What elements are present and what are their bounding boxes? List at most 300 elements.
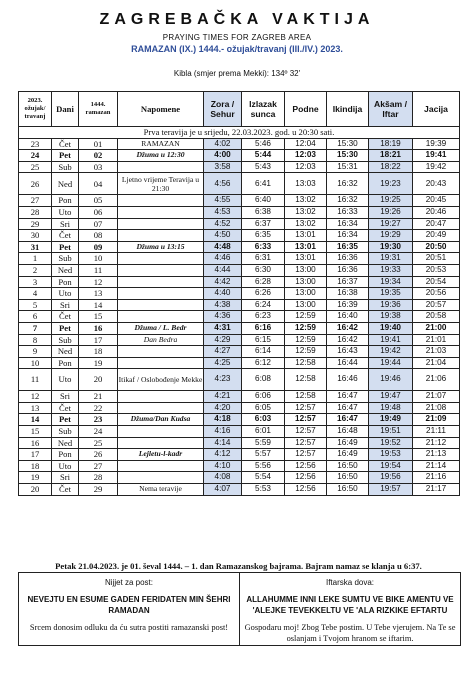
nijjet-dua: NEVEJTU EN ESUME GADEN FERIDATEN MIN ŠEHRI RAMADAN — [27, 595, 231, 615]
cell-podne: 13:00 — [285, 288, 327, 300]
cell-ikindija: 16:32 — [327, 195, 369, 207]
cell-hijri: 11 — [79, 264, 118, 276]
cell-podne: 12:58 — [285, 357, 327, 369]
cell-izlazak: 6:03 — [242, 414, 285, 426]
iftar-translation: Gospodaru moj! Zbog Tebe postim. U Tebe vjerujem. Na Te se oslanjam i Tvojom hranom se iftarim. — [244, 623, 456, 643]
cell-zora: 4:38 — [204, 299, 242, 311]
nijjet-title: Nijjet za post: — [104, 578, 154, 587]
cell-izlazak: 5:43 — [242, 161, 285, 173]
cell-ikindija: 16:48 — [327, 426, 369, 438]
page-subtitle: PRAYING TIMES FOR ZAGREB AREA — [162, 33, 312, 42]
table-row — [19, 357, 460, 369]
cell-ikindija: 16:47 — [327, 414, 369, 426]
cell-date: 15 — [19, 426, 52, 438]
cell-date: 20 — [19, 484, 52, 496]
cell-day: Čet — [52, 402, 79, 414]
cell-aksam: 19:53 — [369, 449, 413, 461]
table-row — [19, 311, 460, 323]
page-title: ZAGREBAČKA VAKTIJA — [99, 11, 375, 28]
cell-date: 4 — [19, 288, 52, 300]
cell-jacija: 20:54 — [413, 276, 460, 288]
cell-izlazak: 6:01 — [242, 426, 285, 438]
cell-day: Sri — [52, 472, 79, 484]
cell-date: 17 — [19, 449, 52, 461]
cell-note — [118, 206, 204, 218]
col-izlazak: Izlazak sunca — [242, 92, 285, 127]
cell-jacija: 21:09 — [413, 414, 460, 426]
table-row — [19, 449, 460, 461]
col-day: Dani — [52, 92, 79, 127]
cell-day: Sri — [52, 218, 79, 230]
cell-izlazak: 6:24 — [242, 299, 285, 311]
cell-aksam: 19:40 — [369, 322, 413, 334]
cell-day: Ned — [52, 437, 79, 449]
cell-aksam: 19:27 — [369, 218, 413, 230]
cell-aksam: 19:49 — [369, 414, 413, 426]
col-ikindija: Ikindija — [327, 92, 369, 127]
table-row — [19, 150, 460, 162]
cell-zora: 4:21 — [204, 391, 242, 403]
cell-note — [118, 426, 204, 438]
cell-day: Sri — [52, 299, 79, 311]
cell-hijri: 19 — [79, 357, 118, 369]
cell-zora: 3:58 — [204, 161, 242, 173]
cell-aksam: 19:56 — [369, 472, 413, 484]
cell-note — [118, 472, 204, 484]
cell-aksam: 19:41 — [369, 334, 413, 346]
cell-hijri: 22 — [79, 402, 118, 414]
prayer-times-table — [18, 91, 460, 496]
cell-date: 31 — [19, 241, 52, 253]
table-row — [19, 299, 460, 311]
cell-ikindija: 15:30 — [327, 138, 369, 150]
cell-podne: 12:04 — [285, 138, 327, 150]
nijjet-translation: Srcem donosim odluku da ću sutra postiti ramazanski post! — [29, 623, 229, 632]
cell-aksam: 19:23 — [369, 173, 413, 195]
cell-aksam: 19:44 — [369, 357, 413, 369]
cell-podne: 13:02 — [285, 195, 327, 207]
cell-ikindija: 16:50 — [327, 472, 369, 484]
cell-ikindija: 15:30 — [327, 150, 369, 162]
cell-zora: 4:48 — [204, 241, 242, 253]
cell-aksam: 19:31 — [369, 253, 413, 265]
cell-ikindija: 16:40 — [327, 311, 369, 323]
cell-hijri: 27 — [79, 460, 118, 472]
cell-day: Uto — [52, 288, 79, 300]
cell-note — [118, 402, 204, 414]
cell-jacija: 21:12 — [413, 437, 460, 449]
cell-jacija: 21:04 — [413, 357, 460, 369]
cell-ikindija: 16:44 — [327, 357, 369, 369]
cell-jacija: 20:50 — [413, 241, 460, 253]
cell-jacija: 21:16 — [413, 472, 460, 484]
iftar-dua: ALLAHUMME INNI LEKE SUMTU VE BIKE AMENTU VE 'ALEJKE TEVEKKELTU VE 'ALA RIZKIKE EFTARTU — [246, 595, 454, 615]
cell-ikindija: 16:42 — [327, 322, 369, 334]
dua-boxes — [18, 572, 461, 646]
table-row — [19, 414, 460, 426]
cell-podne: 12:57 — [285, 414, 327, 426]
cell-note: Džuma u 13:15 — [118, 241, 204, 253]
table-row — [19, 460, 460, 472]
cell-date: 8 — [19, 334, 52, 346]
cell-zora: 4:53 — [204, 206, 242, 218]
cell-zora: 4:42 — [204, 276, 242, 288]
cell-hijri: 17 — [79, 334, 118, 346]
cell-aksam: 19:46 — [369, 369, 413, 391]
cell-podne: 12:57 — [285, 426, 327, 438]
cell-ikindija: 16:46 — [327, 369, 369, 391]
cell-aksam: 19:35 — [369, 288, 413, 300]
cell-date: 10 — [19, 357, 52, 369]
cell-ikindija: 16:39 — [327, 299, 369, 311]
table-row — [19, 264, 460, 276]
cell-jacija: 20:49 — [413, 230, 460, 242]
cell-zora: 4:29 — [204, 334, 242, 346]
cell-podne: 12:57 — [285, 437, 327, 449]
cell-ikindija: 16:34 — [327, 218, 369, 230]
table-row — [19, 346, 460, 358]
cell-jacija: 20:56 — [413, 288, 460, 300]
cell-izlazak: 6:30 — [242, 264, 285, 276]
cell-podne: 12:56 — [285, 484, 327, 496]
table-row — [19, 206, 460, 218]
cell-jacija: 20:47 — [413, 218, 460, 230]
table-row — [19, 288, 460, 300]
cell-hijri: 20 — [79, 369, 118, 391]
cell-aksam: 19:54 — [369, 460, 413, 472]
table-row — [19, 138, 460, 150]
cell-note — [118, 299, 204, 311]
table-row — [19, 218, 460, 230]
cell-ikindija: 16:35 — [327, 241, 369, 253]
cell-hijri: 01 — [79, 138, 118, 150]
cell-ikindija: 16:50 — [327, 484, 369, 496]
cell-note: Džuma / L. Bedr — [118, 322, 204, 334]
cell-date: 2 — [19, 264, 52, 276]
cell-zora: 4:18 — [204, 414, 242, 426]
cell-ikindija: 16:43 — [327, 346, 369, 358]
cell-jacija: 21:14 — [413, 460, 460, 472]
table-row — [19, 161, 460, 173]
iftar-box — [239, 573, 460, 645]
cell-note — [118, 357, 204, 369]
cell-date: 14 — [19, 414, 52, 426]
col-hijri: 1444. ramazan — [79, 92, 118, 127]
cell-aksam: 19:30 — [369, 241, 413, 253]
cell-podne: 12:59 — [285, 346, 327, 358]
cell-note — [118, 195, 204, 207]
cell-day: Čet — [52, 138, 79, 150]
cell-date: 30 — [19, 230, 52, 242]
cell-hijri: 16 — [79, 322, 118, 334]
table-row — [19, 230, 460, 242]
cell-day: Ned — [52, 173, 79, 195]
cell-ikindija: 16:32 — [327, 173, 369, 195]
cell-hijri: 25 — [79, 437, 118, 449]
cell-zora: 4:25 — [204, 357, 242, 369]
cell-izlazak: 5:46 — [242, 138, 285, 150]
cell-hijri: 12 — [79, 276, 118, 288]
cell-podne: 13:01 — [285, 253, 327, 265]
cell-podne: 13:01 — [285, 241, 327, 253]
cell-izlazak: 6:06 — [242, 391, 285, 403]
cell-date: 16 — [19, 437, 52, 449]
period-label: RAMAZAN (IX.) 1444.- ožujak/travanj (III./IV.) 2023. — [131, 44, 343, 54]
cell-day: Sub — [52, 161, 79, 173]
cell-aksam: 19:48 — [369, 402, 413, 414]
cell-note — [118, 346, 204, 358]
cell-zora: 4:40 — [204, 288, 242, 300]
table-row — [19, 484, 460, 496]
cell-jacija: 20:57 — [413, 299, 460, 311]
cell-date: 5 — [19, 299, 52, 311]
table-row — [19, 437, 460, 449]
cell-aksam: 19:33 — [369, 264, 413, 276]
cell-jacija: 20:45 — [413, 195, 460, 207]
cell-aksam: 19:29 — [369, 230, 413, 242]
cell-note: Ljetno vrijeme Teravija u 21:30 — [118, 173, 204, 195]
cell-jacija: 21:17 — [413, 484, 460, 496]
table-row — [19, 472, 460, 484]
cell-note — [118, 264, 204, 276]
cell-zora: 4:27 — [204, 346, 242, 358]
cell-podne: 12:03 — [285, 150, 327, 162]
cell-izlazak: 6:40 — [242, 195, 285, 207]
cell-jacija: 19:42 — [413, 161, 460, 173]
cell-aksam: 19:42 — [369, 346, 413, 358]
cell-hijri: 08 — [79, 230, 118, 242]
cell-day: Pet — [52, 414, 79, 426]
cell-hijri: 28 — [79, 472, 118, 484]
cell-zora: 4:14 — [204, 437, 242, 449]
cell-podne: 13:02 — [285, 206, 327, 218]
cell-date: 11 — [19, 369, 52, 391]
table-row — [19, 276, 460, 288]
cell-aksam: 19:26 — [369, 206, 413, 218]
cell-podne: 13:00 — [285, 264, 327, 276]
cell-jacija: 21:06 — [413, 369, 460, 391]
cell-day: Čet — [52, 484, 79, 496]
cell-podne: 12:56 — [285, 460, 327, 472]
cell-jacija: 19:39 — [413, 138, 460, 150]
cell-date: 6 — [19, 311, 52, 323]
cell-podne: 12:57 — [285, 449, 327, 461]
table-row — [19, 322, 460, 334]
cell-zora: 4:31 — [204, 322, 242, 334]
cell-izlazak: 6:41 — [242, 173, 285, 195]
cell-note: Lejletu-l-kadr — [118, 449, 204, 461]
cell-date: 23 — [19, 138, 52, 150]
cell-izlazak: 5:59 — [242, 437, 285, 449]
cell-podne: 13:01 — [285, 230, 327, 242]
cell-aksam: 18:21 — [369, 150, 413, 162]
cell-hijri: 21 — [79, 391, 118, 403]
cell-day: Sri — [52, 391, 79, 403]
cell-day: Pon — [52, 449, 79, 461]
cell-ikindija: 16:37 — [327, 276, 369, 288]
cell-day: Pet — [52, 322, 79, 334]
cell-podne: 12:58 — [285, 391, 327, 403]
table-row — [19, 253, 460, 265]
cell-date: 29 — [19, 218, 52, 230]
cell-date: 24 — [19, 150, 52, 162]
bajram-note: Petak 21.04.2023. je 01. ševal 1444. – 1. dan Ramazanskog bajrama. Bajram namaz se klanja u 6:37. — [55, 561, 422, 571]
cell-jacija: 21:07 — [413, 391, 460, 403]
cell-hijri: 18 — [79, 346, 118, 358]
cell-izlazak: 5:53 — [242, 484, 285, 496]
cell-ikindija: 16:49 — [327, 437, 369, 449]
iftar-title: Iftarska dova: — [325, 578, 375, 587]
cell-aksam: 18:22 — [369, 161, 413, 173]
cell-zora: 4:55 — [204, 195, 242, 207]
cell-izlazak: 6:12 — [242, 357, 285, 369]
cell-note: Itikaf / Oslobođenje Mekke — [118, 369, 204, 391]
cell-day: Pet — [52, 150, 79, 162]
cell-ikindija: 16:47 — [327, 391, 369, 403]
cell-date: 18 — [19, 460, 52, 472]
cell-day: Uto — [52, 206, 79, 218]
cell-note — [118, 276, 204, 288]
cell-aksam: 19:47 — [369, 391, 413, 403]
cell-date: 28 — [19, 206, 52, 218]
col-date: 2023. ožujak/ travanj — [19, 92, 52, 127]
cell-ikindija: 16:36 — [327, 264, 369, 276]
cell-note — [118, 230, 204, 242]
cell-izlazak: 6:05 — [242, 402, 285, 414]
cell-zora: 4:08 — [204, 472, 242, 484]
cell-note: Dan Bedra — [118, 334, 204, 346]
cell-day: Čet — [52, 311, 79, 323]
cell-hijri: 10 — [79, 253, 118, 265]
first-teravija-note: Prva teravija je u srijedu, 22.03.2023. god. u 20:30 sati. — [19, 127, 460, 139]
cell-zora: 4:00 — [204, 150, 242, 162]
nijjet-box — [19, 573, 239, 645]
cell-zora: 4:23 — [204, 369, 242, 391]
cell-zora: 4:02 — [204, 138, 242, 150]
cell-date: 27 — [19, 195, 52, 207]
cell-jacija: 20:53 — [413, 264, 460, 276]
cell-date: 9 — [19, 346, 52, 358]
prayer-times-body — [19, 127, 460, 496]
cell-hijri: 14 — [79, 299, 118, 311]
cell-jacija: 21:03 — [413, 346, 460, 358]
cell-izlazak: 6:14 — [242, 346, 285, 358]
cell-hijri: 09 — [79, 241, 118, 253]
cell-podne: 13:02 — [285, 218, 327, 230]
cell-note — [118, 218, 204, 230]
cell-date: 12 — [19, 391, 52, 403]
cell-izlazak: 6:08 — [242, 369, 285, 391]
cell-day: Uto — [52, 460, 79, 472]
cell-izlazak: 6:28 — [242, 276, 285, 288]
table-row — [19, 173, 460, 195]
cell-zora: 4:20 — [204, 402, 242, 414]
cell-izlazak: 5:54 — [242, 472, 285, 484]
cell-izlazak: 6:16 — [242, 322, 285, 334]
cell-podne: 12:57 — [285, 402, 327, 414]
table-row — [19, 391, 460, 403]
cell-zora: 4:56 — [204, 173, 242, 195]
cell-izlazak: 5:44 — [242, 150, 285, 162]
cell-day: Sub — [52, 253, 79, 265]
table-row — [19, 195, 460, 207]
cell-ikindija: 16:42 — [327, 334, 369, 346]
cell-izlazak: 5:57 — [242, 449, 285, 461]
cell-zora: 4:46 — [204, 253, 242, 265]
cell-hijri: 05 — [79, 195, 118, 207]
cell-date: 25 — [19, 161, 52, 173]
cell-podne: 13:00 — [285, 299, 327, 311]
cell-day: Sub — [52, 426, 79, 438]
col-aksam: Akšam / Iftar — [369, 92, 413, 127]
cell-date: 26 — [19, 173, 52, 195]
cell-ikindija: 16:49 — [327, 449, 369, 461]
cell-aksam: 19:51 — [369, 426, 413, 438]
cell-day: Pon — [52, 195, 79, 207]
cell-hijri: 23 — [79, 414, 118, 426]
cell-izlazak: 6:26 — [242, 288, 285, 300]
cell-note: RAMAZAN — [118, 138, 204, 150]
cell-aksam: 19:57 — [369, 484, 413, 496]
cell-ikindija: 16:33 — [327, 206, 369, 218]
cell-date: 1 — [19, 253, 52, 265]
cell-aksam: 18:19 — [369, 138, 413, 150]
cell-day: Pet — [52, 241, 79, 253]
cell-jacija: 21:00 — [413, 322, 460, 334]
cell-note — [118, 253, 204, 265]
cell-podne: 12:56 — [285, 472, 327, 484]
cell-jacija: 21:13 — [413, 449, 460, 461]
cell-zora: 4:07 — [204, 484, 242, 496]
cell-jacija: 20:58 — [413, 311, 460, 323]
cell-note — [118, 288, 204, 300]
cell-izlazak: 6:23 — [242, 311, 285, 323]
cell-zora: 4:12 — [204, 449, 242, 461]
cell-izlazak: 6:35 — [242, 230, 285, 242]
cell-date: 3 — [19, 276, 52, 288]
col-podne: Podne — [285, 92, 327, 127]
cell-jacija: 20:43 — [413, 173, 460, 195]
cell-aksam: 19:52 — [369, 437, 413, 449]
cell-note — [118, 437, 204, 449]
cell-day: Pon — [52, 357, 79, 369]
cell-date: 13 — [19, 402, 52, 414]
cell-ikindija: 16:50 — [327, 460, 369, 472]
cell-jacija: 20:51 — [413, 253, 460, 265]
cell-ikindija: 15:31 — [327, 161, 369, 173]
cell-jacija: 21:08 — [413, 402, 460, 414]
cell-zora: 4:16 — [204, 426, 242, 438]
cell-podne: 12:03 — [285, 161, 327, 173]
col-notes: Napomene — [118, 92, 204, 127]
cell-hijri: 02 — [79, 150, 118, 162]
cell-note: Nema teravije — [118, 484, 204, 496]
cell-aksam: 19:36 — [369, 299, 413, 311]
cell-note — [118, 460, 204, 472]
cell-podne: 13:00 — [285, 276, 327, 288]
cell-izlazak: 6:37 — [242, 218, 285, 230]
cell-hijri: 04 — [79, 173, 118, 195]
cell-podne: 12:59 — [285, 311, 327, 323]
cell-note: Džuma/Dan Kudsa — [118, 414, 204, 426]
cell-day: Sub — [52, 334, 79, 346]
cell-date: 7 — [19, 322, 52, 334]
cell-hijri: 07 — [79, 218, 118, 230]
cell-note — [118, 311, 204, 323]
cell-hijri: 03 — [79, 161, 118, 173]
cell-zora: 4:10 — [204, 460, 242, 472]
col-jacija: Jacija — [413, 92, 460, 127]
